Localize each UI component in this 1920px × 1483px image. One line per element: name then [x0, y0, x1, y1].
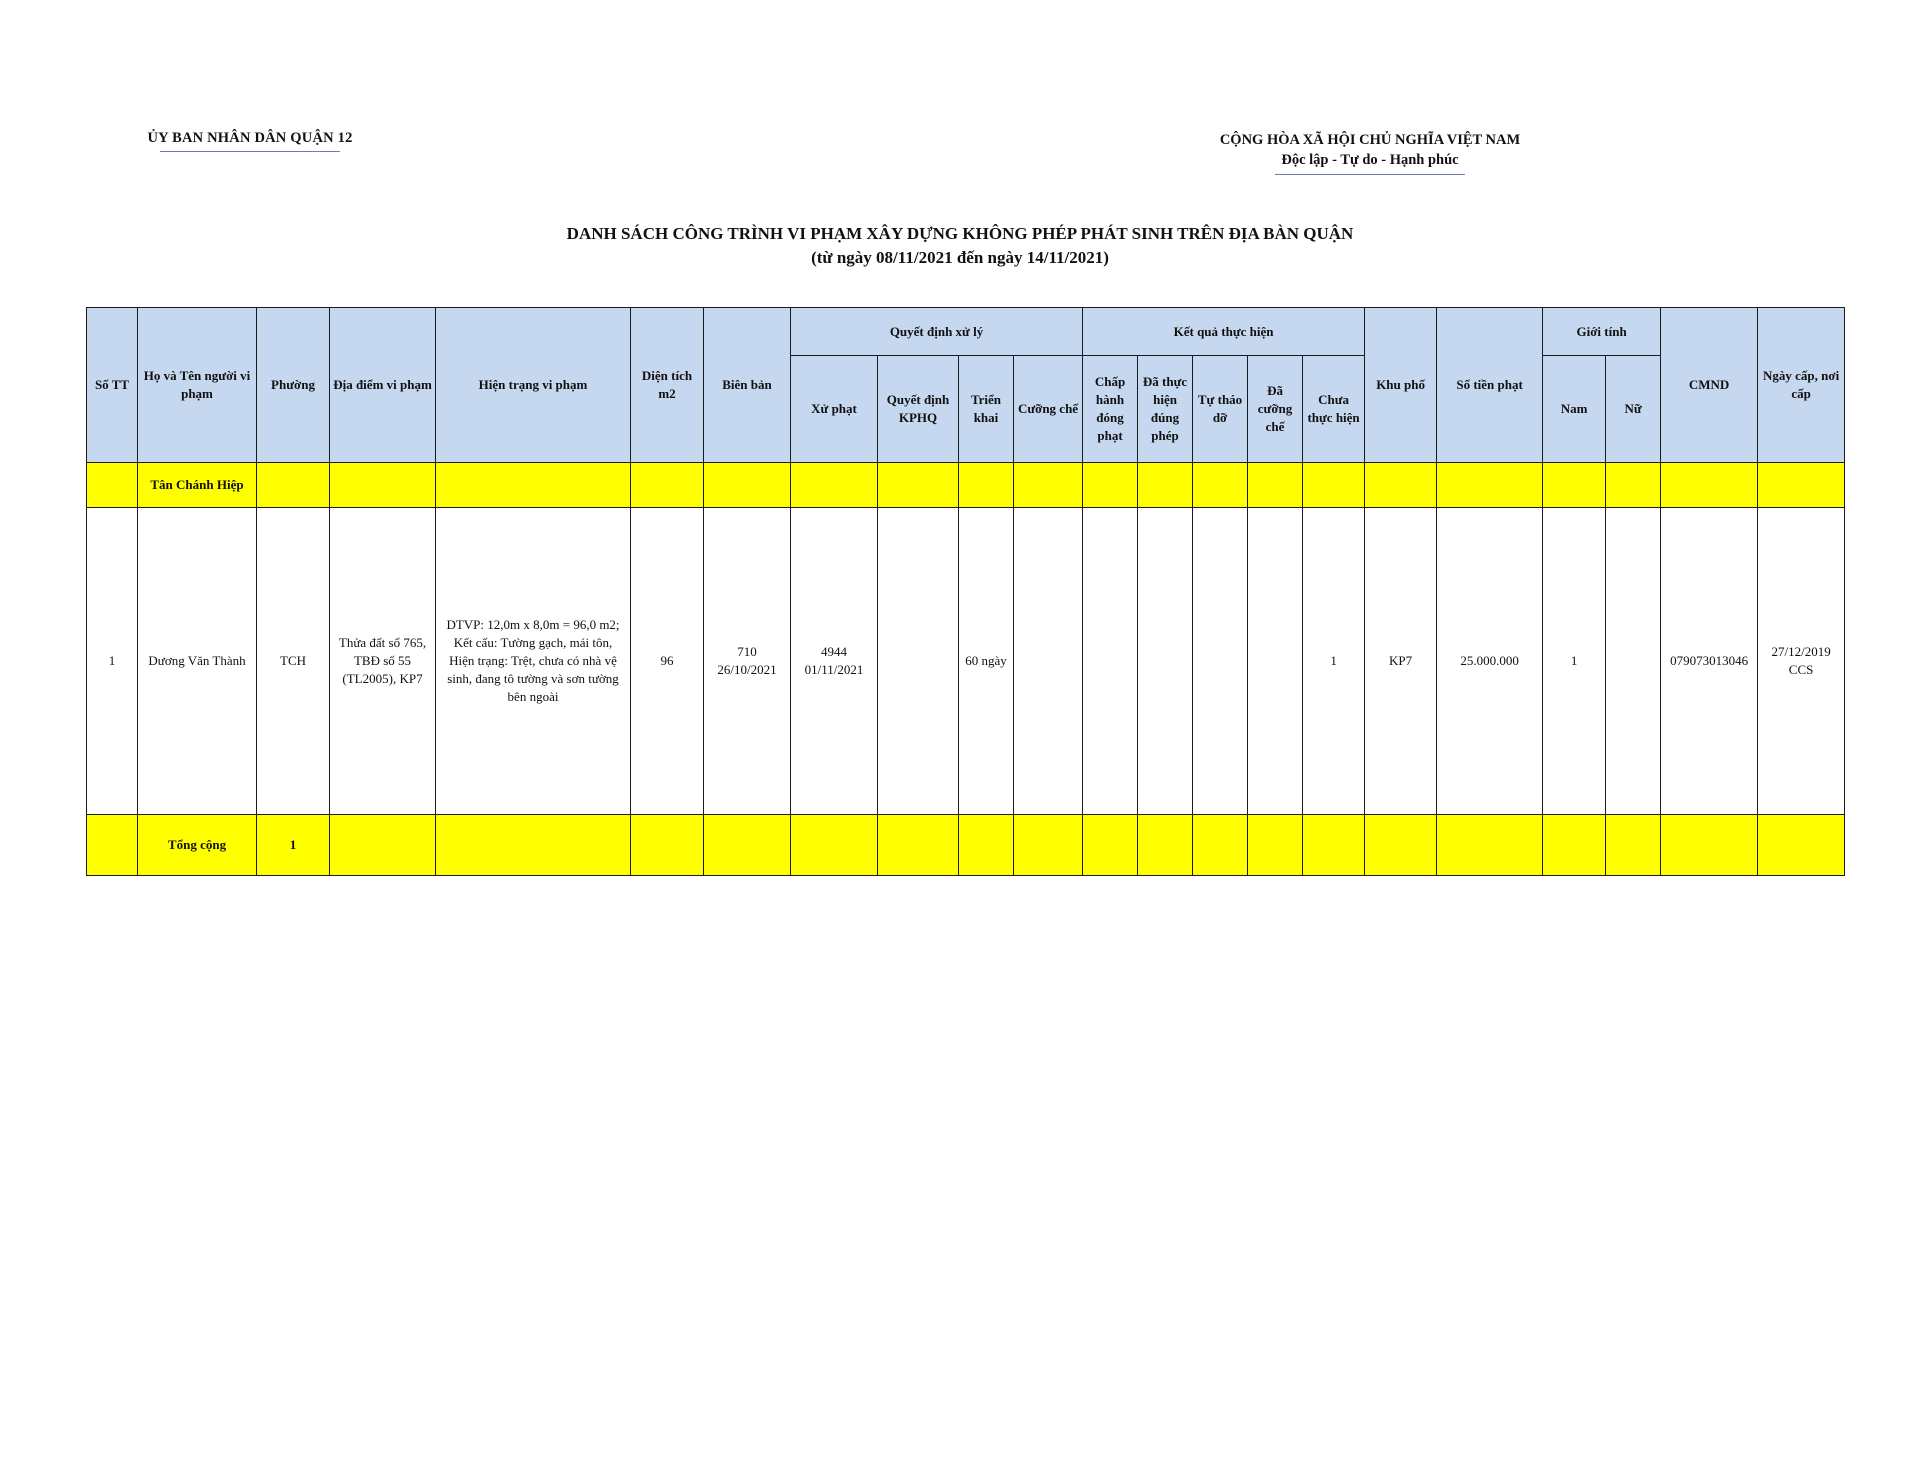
col-male: Nam [1543, 356, 1606, 463]
total-cell [1083, 815, 1138, 876]
cell-issue: 27/12/2019 CCS [1758, 508, 1845, 815]
col-ward: Phường [257, 308, 330, 463]
total-cell [436, 815, 631, 876]
ward-cell [1365, 463, 1437, 508]
cell-self-dismantle [1193, 508, 1248, 815]
col-area: Diện tích m2 [631, 308, 704, 463]
cell-quarter: KP7 [1365, 508, 1437, 815]
col-female: Nữ [1606, 356, 1661, 463]
cell-paid [1083, 508, 1138, 815]
ward-cell [704, 463, 791, 508]
document-title [0, 222, 1920, 270]
cell-permitted [1138, 508, 1193, 815]
cell-deploy: 60 ngày [959, 508, 1014, 815]
ward-cell [1083, 463, 1138, 508]
col-paid: Chấp hành đóng phạt [1083, 356, 1138, 463]
total-cell [1543, 815, 1606, 876]
total-count: 1 [257, 815, 330, 876]
ward-cell [330, 463, 436, 508]
col-decision-group: Quyết định xử lý [791, 308, 1083, 356]
col-fine: Số tiền phạt [1437, 308, 1543, 463]
col-kphq: Quyết định KPHQ [878, 356, 959, 463]
col-location: Địa điểm vi phạm [330, 308, 436, 463]
total-cell [1437, 815, 1543, 876]
col-deploy: Triển khai [959, 356, 1014, 463]
cell-area: 96 [631, 508, 704, 815]
ward-group-row [87, 463, 1845, 508]
cell-stt: 1 [87, 508, 138, 815]
total-cell [87, 815, 138, 876]
col-not-done: Chưa thực hiện [1303, 356, 1365, 463]
ward-cell [1248, 463, 1303, 508]
col-id: CMND [1661, 308, 1758, 463]
ward-cell [1303, 463, 1365, 508]
title-main: DANH SÁCH CÔNG TRÌNH VI PHẠM XÂY DỰNG KHÔNG PHÉP PHÁT SINH TRÊN ĐỊA BÀN QUẬN [566, 224, 1354, 243]
col-result-group: Kết quả thực hiện [1083, 308, 1365, 356]
total-cell [1365, 815, 1437, 876]
cell-id: 079073013046 [1661, 508, 1758, 815]
ward-cell [959, 463, 1014, 508]
total-cell [1606, 815, 1661, 876]
cell-ward: TCH [257, 508, 330, 815]
col-self-dismantle: Tự tháo dỡ [1193, 356, 1248, 463]
ward-cell [791, 463, 878, 508]
col-record: Biên bản [704, 308, 791, 463]
total-cell [1193, 815, 1248, 876]
cell-penalty: 4944 01/11/2021 [791, 508, 878, 815]
ward-cell [1014, 463, 1083, 508]
col-stt: Số TT [87, 308, 138, 463]
col-issue: Ngày cấp, nơi cấp [1758, 308, 1845, 463]
col-penalty: Xử phạt [791, 356, 878, 463]
title-period: (từ ngày 08/11/2021 đến ngày 14/11/2021) [811, 248, 1109, 267]
cell-enforced [1248, 508, 1303, 815]
country-name: CỘNG HÒA XÃ HỘI CHỦ NGHĨA VIỆT NAM [1219, 132, 1521, 148]
motto: Độc lập - Tự do - Hạnh phúc [1281, 152, 1459, 168]
ward-cell [436, 463, 631, 508]
ward-cell [1138, 463, 1193, 508]
ward-cell [87, 463, 138, 508]
total-cell [631, 815, 704, 876]
ward-cell [1543, 463, 1606, 508]
col-enforce: Cưỡng chế [1014, 356, 1083, 463]
col-permitted: Đã thực hiện đúng phép [1138, 356, 1193, 463]
cell-status: DTVP: 12,0m x 8,0m = 96,0 m2; Kết cấu: Tường gạch, mái tôn, Hiện trạng: Trệt, chưa có nhà vệ sinh, đang tô tường và sơn tường bên ngoài [436, 508, 631, 815]
total-cell [959, 815, 1014, 876]
cell-not-done: 1 [1303, 508, 1365, 815]
total-cell [1138, 815, 1193, 876]
total-cell [1303, 815, 1365, 876]
ward-cell [1606, 463, 1661, 508]
total-cell [1014, 815, 1083, 876]
ward-cell [1661, 463, 1758, 508]
cell-fine: 25.000.000 [1437, 508, 1543, 815]
ward-cell [1437, 463, 1543, 508]
cell-kphq [878, 508, 959, 815]
cell-male: 1 [1543, 508, 1606, 815]
agency-header [120, 130, 380, 152]
col-quarter: Khu phố [1365, 308, 1437, 463]
total-cell [791, 815, 878, 876]
col-enforced: Đã cưỡng chế [1248, 356, 1303, 463]
cell-female [1606, 508, 1661, 815]
total-cell [878, 815, 959, 876]
agency-underline [160, 151, 340, 152]
total-cell [704, 815, 791, 876]
ward-cell [878, 463, 959, 508]
table-row [87, 508, 1845, 815]
agency-name: ỦY BAN NHÂN DÂN QUẬN 12 [147, 130, 353, 146]
total-label: Tổng cộng [138, 815, 257, 876]
national-header [1170, 130, 1570, 175]
total-row [87, 815, 1845, 876]
ward-cell [257, 463, 330, 508]
total-cell [330, 815, 436, 876]
ward-label: Tân Chánh Hiệp [138, 463, 257, 508]
total-cell [1758, 815, 1845, 876]
col-name: Họ và Tên người vi phạm [138, 308, 257, 463]
ward-cell [1758, 463, 1845, 508]
total-cell [1661, 815, 1758, 876]
cell-record: 710 26/10/2021 [704, 508, 791, 815]
col-status: Hiện trạng vi phạm [436, 308, 631, 463]
violations-table [86, 307, 1845, 876]
cell-name: Dương Văn Thành [138, 508, 257, 815]
col-gender-group: Giới tính [1543, 308, 1661, 356]
motto-underline [1275, 174, 1465, 175]
total-cell [1248, 815, 1303, 876]
cell-location: Thửa đất số 765, TBĐ số 55 (TL2005), KP7 [330, 508, 436, 815]
ward-cell [631, 463, 704, 508]
cell-enforce [1014, 508, 1083, 815]
ward-cell [1193, 463, 1248, 508]
